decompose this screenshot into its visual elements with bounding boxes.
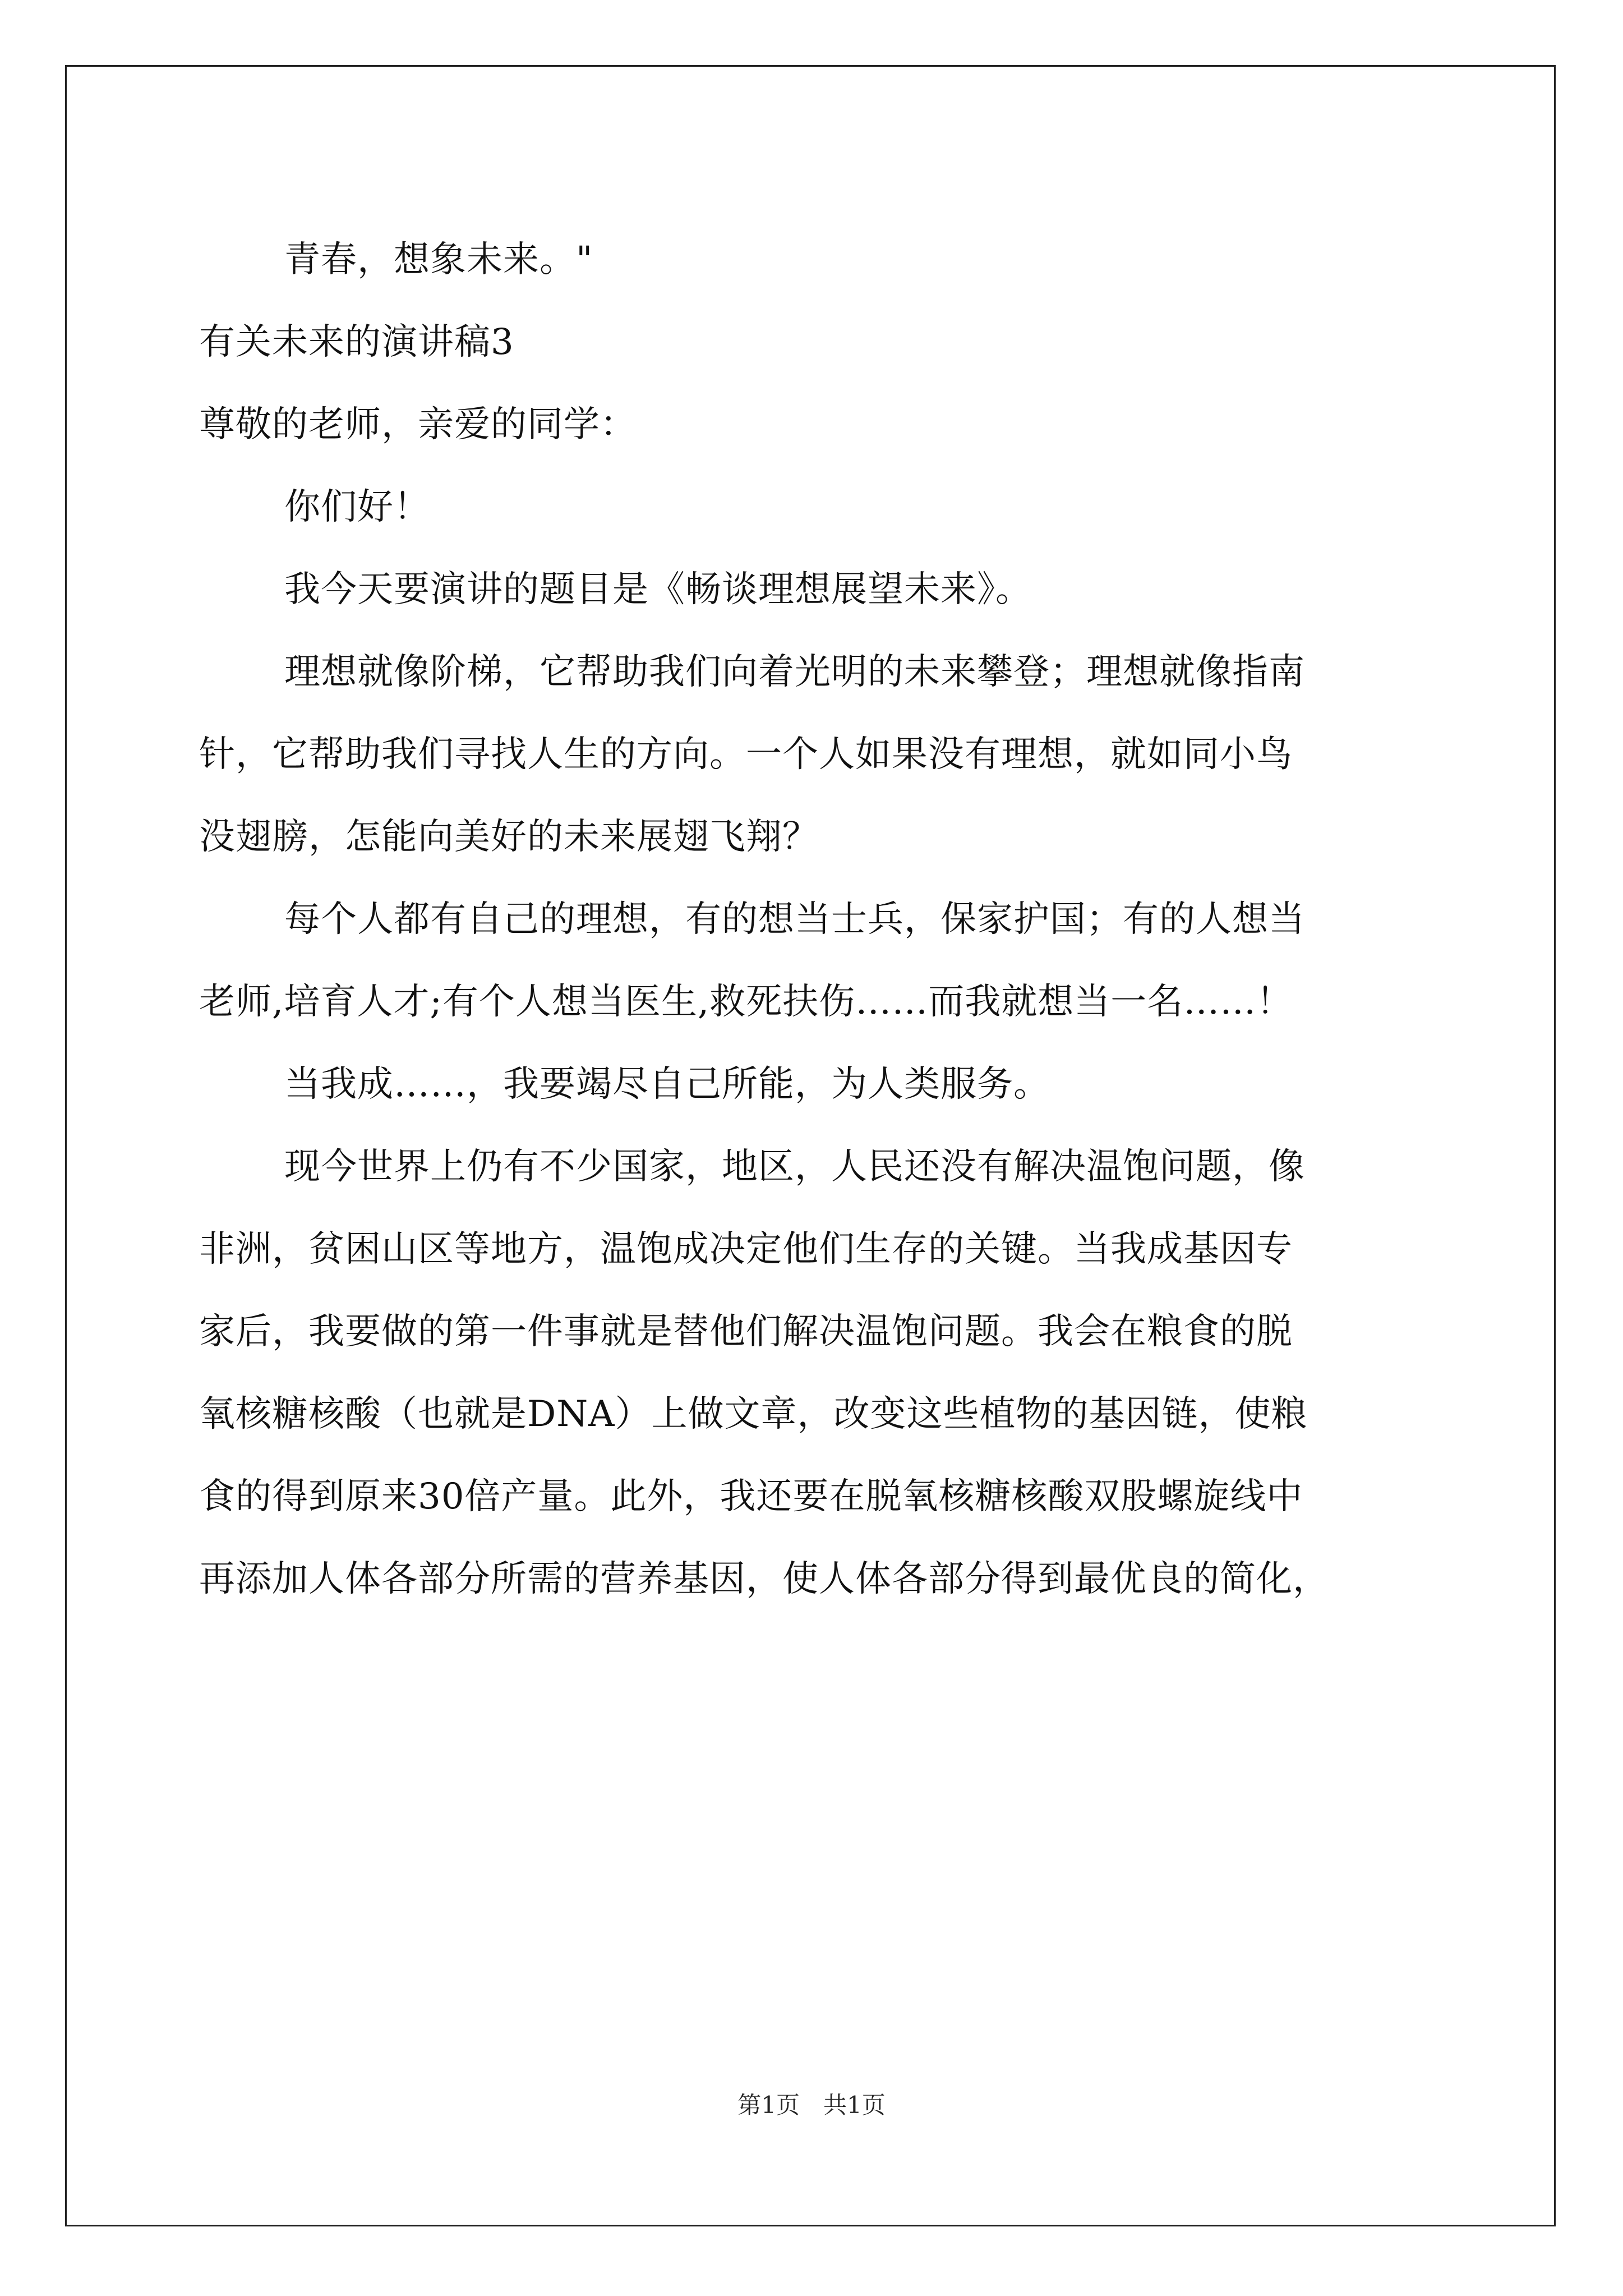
text-line: 再添加人体各部分所需的营养基因，使人体各部分得到最优良的简化， <box>199 1558 1329 1600</box>
text-line: 非洲，贫困山区等地方，温饱成决定他们生存的关键。当我成基因专 <box>199 1228 1293 1270</box>
paragraph <box>199 1043 1433 1126</box>
salutation <box>199 384 1433 466</box>
text-line: 氧核糖核酸（也就是DNA）上做文章，改变这些植物的基因链，使粮 <box>199 1393 1308 1435</box>
text-line: 家后，我要做的第一件事就是替他们解决温饱问题。我会在粮食的脱 <box>199 1311 1293 1352</box>
paragraph <box>199 878 1433 1043</box>
text-line: 针，它帮助我们寻找人生的方向。一个人如果没有理想，就如同小鸟 <box>199 734 1293 775</box>
text-line: 你们好！ <box>284 486 430 528</box>
text-line: 没翅膀，怎能向美好的未来展翅飞翔？ <box>199 816 819 858</box>
paragraph <box>199 1126 1433 1621</box>
paragraph <box>199 219 1433 301</box>
text-line: 每个人都有自己的理想，有的想当士兵，保家护国；有的人想当 <box>284 899 1305 940</box>
text-line: 现今世界上仍有不少国家，地区，人民还没有解决温饱问题，像 <box>284 1146 1305 1188</box>
text-line: 当我成……，我要竭尽自己所能，为人类服务。 <box>284 1064 1050 1105</box>
text-line: 理想就像阶梯，它帮助我们向着光明的未来攀登；理想就像指南 <box>284 651 1305 693</box>
text-line: 我今天要演讲的题目是《畅谈理想展望未来》。 <box>284 569 1032 610</box>
section-heading <box>199 301 1433 384</box>
text-line: 老师,培育人才;有个人想当医生,救死扶伤……而我就想当一名……！ <box>199 981 1293 1023</box>
text-line: 尊敬的老师，亲爱的同学： <box>199 404 637 445</box>
page-number: 第1页 共1页 <box>737 2091 886 2119</box>
paragraph <box>199 631 1433 878</box>
page-footer <box>0 2087 1623 2120</box>
text-line: 青春，想象未来。" <box>284 239 593 280</box>
greeting <box>199 466 1433 549</box>
text-line: 食的得到原来30倍产量。此外，我还要在脱氧核糖核酸双股螺旋线中 <box>199 1476 1303 1517</box>
text-line: 有关未来的演讲稿3 <box>199 321 514 363</box>
paragraph <box>199 549 1433 631</box>
